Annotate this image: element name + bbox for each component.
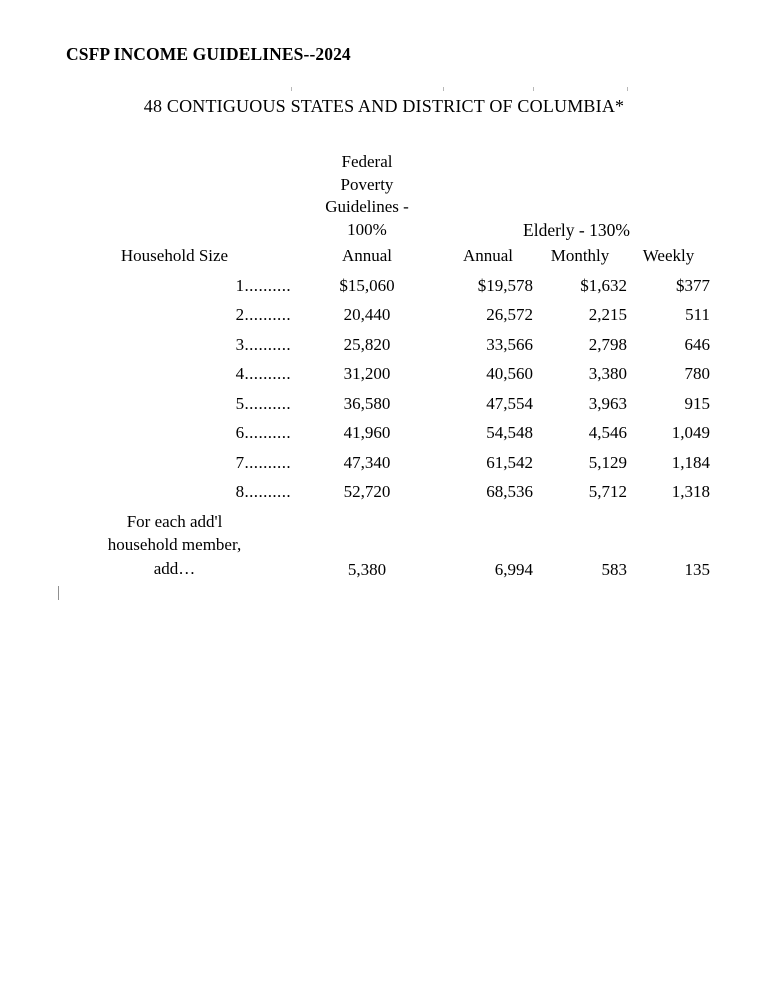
column-tick-mark-4 xyxy=(627,87,628,91)
cell-fpg-annual: 20,440 xyxy=(343,305,391,324)
table-row xyxy=(58,414,710,444)
additional-label-line-2: household member, xyxy=(107,535,242,554)
elderly-group-header: Elderly - 130% xyxy=(523,220,630,240)
cell-elderly-weekly: 780 xyxy=(684,364,710,383)
income-guidelines-table-wrapper xyxy=(58,91,710,580)
cell-household-size: 2.......... xyxy=(235,305,291,324)
household-size-header-spacer xyxy=(58,121,291,241)
cell-elderly-weekly: 1,049 xyxy=(671,423,710,442)
cell-elderly-weekly: 915 xyxy=(684,393,710,413)
cell-household-size: 6.......... xyxy=(235,423,291,442)
cell-elderly-monthly: 5,712 xyxy=(588,482,627,501)
table-tail-rule-stub xyxy=(58,586,59,600)
table-group-header-row xyxy=(58,121,710,241)
table-row xyxy=(58,325,710,355)
table-row xyxy=(58,296,710,326)
page-title: CSFP INCOME GUIDELINES--2024 xyxy=(66,44,351,64)
column-tick-mark-2 xyxy=(443,87,444,91)
cell-elderly-weekly: 1,318 xyxy=(671,482,710,501)
table-row xyxy=(58,355,710,385)
cell-household-size: 8.......... xyxy=(235,482,291,501)
cell-elderly-annual: 33,566 xyxy=(486,334,533,354)
additional-label-line-1: For each add'l xyxy=(126,511,223,531)
cell-additional-elderly-weekly: 135 xyxy=(684,560,710,579)
cell-elderly-monthly: 4,546 xyxy=(588,423,627,442)
cell-elderly-monthly: 5,129 xyxy=(588,452,627,472)
cell-fpg-annual: 31,200 xyxy=(343,364,391,383)
table-row xyxy=(58,384,710,414)
fpg-group-header xyxy=(291,121,443,241)
column-header-elderly-weekly: Weekly xyxy=(642,246,695,265)
column-tick-mark-1 xyxy=(291,87,292,91)
cell-household-size: 4.......... xyxy=(235,364,291,383)
cell-household-size: 5.......... xyxy=(235,393,291,413)
cell-elderly-monthly: 3,963 xyxy=(588,393,627,413)
cell-elderly-monthly: $1,632 xyxy=(580,275,627,295)
additional-label-line-3: add… xyxy=(153,558,196,578)
cell-elderly-annual: 40,560 xyxy=(486,364,533,383)
cell-elderly-weekly: 646 xyxy=(684,334,710,354)
cell-fpg-annual: 52,720 xyxy=(343,482,391,501)
cell-elderly-monthly: 3,380 xyxy=(588,364,627,383)
cell-elderly-annual: 26,572 xyxy=(486,305,533,324)
cell-fpg-annual: $15,060 xyxy=(339,275,395,295)
cell-elderly-annual: 68,536 xyxy=(486,482,533,501)
cell-fpg-annual: 36,580 xyxy=(343,393,391,413)
column-header-elderly-monthly: Monthly xyxy=(550,246,610,265)
column-header-fpg-annual: Annual xyxy=(341,246,393,265)
cell-additional-elderly-monthly: 583 xyxy=(601,560,627,579)
fpg-header-line-1: Federal xyxy=(341,152,393,171)
cell-additional-fpg-annual: 5,380 xyxy=(347,560,387,579)
fpg-header-line-2: Poverty xyxy=(340,174,394,194)
table-column-header-row xyxy=(58,241,710,266)
fpg-header-line-3: Guidelines - xyxy=(325,197,409,216)
cell-elderly-annual: 47,554 xyxy=(486,393,533,413)
table-banner-title: 48 CONTIGUOUS STATES AND DISTRICT OF COLUMBIA* xyxy=(143,96,625,116)
income-guidelines-table xyxy=(58,91,710,580)
column-header-elderly-annual: Annual xyxy=(462,246,514,265)
cell-elderly-monthly: 2,215 xyxy=(588,305,627,324)
cell-fpg-annual: 47,340 xyxy=(343,452,391,472)
cell-elderly-annual: $19,578 xyxy=(477,275,533,295)
cell-elderly-weekly: $377 xyxy=(676,275,710,295)
cell-elderly-monthly: 2,798 xyxy=(588,334,627,354)
cell-fpg-annual: 41,960 xyxy=(343,423,391,442)
cell-household-size: 1.......... xyxy=(235,275,291,295)
table-row xyxy=(58,266,710,296)
cell-additional-elderly-annual: 6,994 xyxy=(494,560,533,579)
cell-elderly-annual: 54,548 xyxy=(486,423,533,442)
cell-household-size: 7.......... xyxy=(235,452,291,472)
table-row xyxy=(58,473,710,503)
table-banner-row xyxy=(58,91,710,121)
fpg-header-line-4: 100% xyxy=(347,219,387,239)
column-header-household-size: Household Size xyxy=(120,246,229,265)
table-row-additional-member xyxy=(58,502,710,580)
cell-elderly-annual: 61,542 xyxy=(486,452,533,472)
cell-additional-member-label xyxy=(58,502,291,580)
cell-elderly-weekly: 511 xyxy=(685,305,710,324)
cell-elderly-weekly: 1,184 xyxy=(671,452,710,472)
cell-fpg-annual: 25,820 xyxy=(343,334,391,354)
cell-household-size: 3.......... xyxy=(235,334,291,354)
table-row xyxy=(58,443,710,473)
column-tick-mark-3 xyxy=(533,87,534,91)
